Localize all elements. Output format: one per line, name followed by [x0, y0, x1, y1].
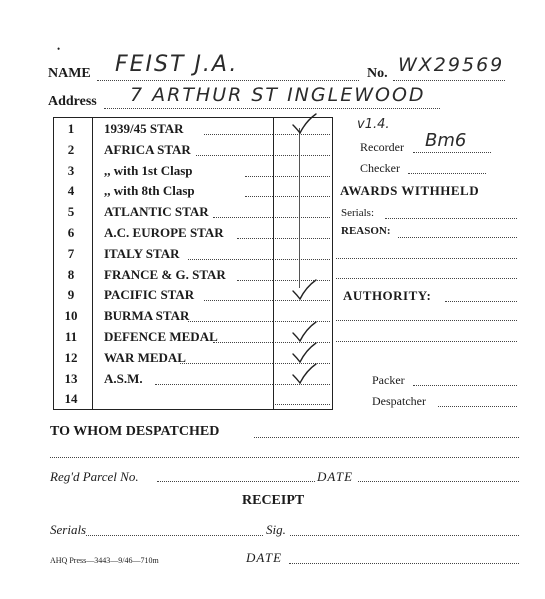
- receipt-serials-label: Serials: [50, 522, 87, 537]
- award-leader-dots: [245, 196, 273, 197]
- tick-cell-line: [275, 238, 330, 239]
- checker-line: [408, 173, 486, 174]
- tick-cell-line: [275, 404, 330, 405]
- award-leader-dots: [196, 155, 273, 156]
- corner-mark: •: [57, 44, 61, 54]
- award-row: [54, 139, 332, 160]
- signature-line: [290, 535, 519, 536]
- award-name: ,, with 8th Clasp: [104, 183, 195, 199]
- award-leader-dots: [237, 280, 273, 281]
- reason-line-3: [336, 278, 517, 279]
- packer-label: Packer: [372, 373, 405, 387]
- award-row: [54, 118, 332, 139]
- print-info: AHQ Press—3443—9/46—710m: [50, 556, 159, 565]
- recorder-value: Bm6: [425, 130, 467, 151]
- date-label: DATE: [317, 469, 354, 484]
- reason-line: [398, 237, 517, 238]
- tick-cell-line: [275, 196, 330, 197]
- packer-line: [413, 385, 517, 386]
- award-row: [54, 222, 332, 243]
- checker-label: Checker: [360, 161, 400, 175]
- authority-line-3: [336, 341, 517, 342]
- receipt-date-line: [289, 563, 519, 564]
- award-number: 8: [67, 266, 75, 282]
- address-label: Address: [48, 94, 97, 109]
- award-number: 13: [64, 370, 78, 386]
- address-line: [104, 108, 440, 109]
- award-number: 11: [64, 329, 78, 344]
- receipt-date-label: DATE: [246, 550, 283, 565]
- despatcher-label: Despatcher: [372, 394, 426, 408]
- name-value: FEIST J.A.: [115, 52, 239, 77]
- award-row: [54, 368, 332, 389]
- check-mark-icon: [290, 112, 320, 136]
- award-leader-dots: [245, 176, 273, 177]
- despatcher-line: [438, 406, 517, 407]
- award-row: [54, 388, 332, 409]
- award-leader-dots: [213, 217, 273, 218]
- award-name: AFRICA STAR: [104, 141, 191, 157]
- award-leader-dots: [213, 342, 273, 343]
- parcel-line: [157, 481, 315, 482]
- award-row: [54, 180, 332, 201]
- award-row: [54, 243, 332, 264]
- award-leader-dots: [155, 384, 273, 385]
- award-number: 12: [64, 349, 78, 365]
- number-label: No.: [367, 66, 388, 81]
- award-row: [54, 201, 332, 222]
- award-name: ITALY STAR: [104, 245, 180, 261]
- authority-line: [445, 301, 517, 302]
- award-leader-dots: [204, 134, 273, 135]
- parcel-label: Reg'd Parcel No.: [50, 469, 139, 484]
- number-value: WX29569: [398, 54, 505, 76]
- tick-cell-line: [275, 176, 330, 177]
- award-number: 2: [67, 141, 75, 157]
- check-mark-icon: [290, 362, 320, 386]
- note-value: v1.4.: [357, 117, 390, 132]
- award-name: PACIFIC STAR: [104, 287, 195, 303]
- recorder-label: Recorder: [360, 140, 404, 154]
- award-leader-dots: [204, 300, 273, 301]
- award-number: 4: [67, 183, 75, 199]
- tick-cell-line: [275, 259, 330, 260]
- to-whom-despatched-label: TO WHOM DESPATCHED: [50, 424, 220, 439]
- award-name: BURMA STAR: [104, 308, 190, 324]
- to-whom-line: [254, 437, 519, 438]
- award-number: 5: [67, 204, 75, 220]
- tick-cell-line: [275, 155, 330, 156]
- award-number: 1: [67, 121, 75, 136]
- award-name: A.S.M.: [104, 370, 143, 386]
- reason-label: REASON:: [341, 225, 391, 237]
- award-number: 6: [67, 225, 75, 240]
- address-value: 7 ARTHUR ST INGLEWOOD: [130, 84, 426, 106]
- award-name: FRANCE & G. STAR: [104, 266, 226, 282]
- award-row: [54, 284, 332, 305]
- award-name: ATLANTIC STAR: [104, 204, 209, 220]
- to-whom-line-2: [50, 457, 519, 458]
- tick-cell-line: [275, 217, 330, 218]
- number-line: [393, 80, 505, 81]
- award-leader-dots: [188, 321, 273, 322]
- award-name: WAR MEDAL: [104, 349, 186, 365]
- receipt-serials-line: [86, 535, 263, 536]
- award-leader-dots: [188, 259, 273, 260]
- award-leader-dots: [237, 238, 273, 239]
- award-number: 3: [67, 162, 75, 178]
- signature-label: Sig.: [266, 522, 286, 537]
- award-leader-dots: [180, 363, 273, 364]
- award-name: 1939/45 STAR: [104, 121, 184, 136]
- name-label: NAME: [48, 66, 91, 81]
- reason-line-2: [336, 258, 517, 259]
- recorder-line: [413, 152, 491, 153]
- check-mark-icon: [290, 278, 320, 302]
- serials-label: Serials:: [341, 207, 374, 219]
- award-name: DEFENCE MEDAL: [104, 329, 218, 344]
- award-number: 9: [67, 287, 75, 303]
- authority-label: AUTHORITY:: [343, 288, 432, 303]
- awards-table: [53, 117, 333, 410]
- awards-withheld-label: AWARDS WITHHELD: [340, 183, 480, 198]
- award-number: 10: [64, 308, 78, 324]
- award-row: [54, 160, 332, 181]
- date-line: [358, 481, 519, 482]
- receipt-heading: RECEIPT: [242, 493, 305, 508]
- award-number: 14: [64, 391, 78, 407]
- serials-line: [385, 218, 517, 219]
- name-line: [97, 80, 359, 81]
- authority-line-2: [336, 320, 517, 321]
- award-name: A.C. EUROPE STAR: [104, 225, 224, 240]
- award-number: 7: [67, 245, 75, 261]
- award-name: ,, with 1st Clasp: [104, 162, 193, 178]
